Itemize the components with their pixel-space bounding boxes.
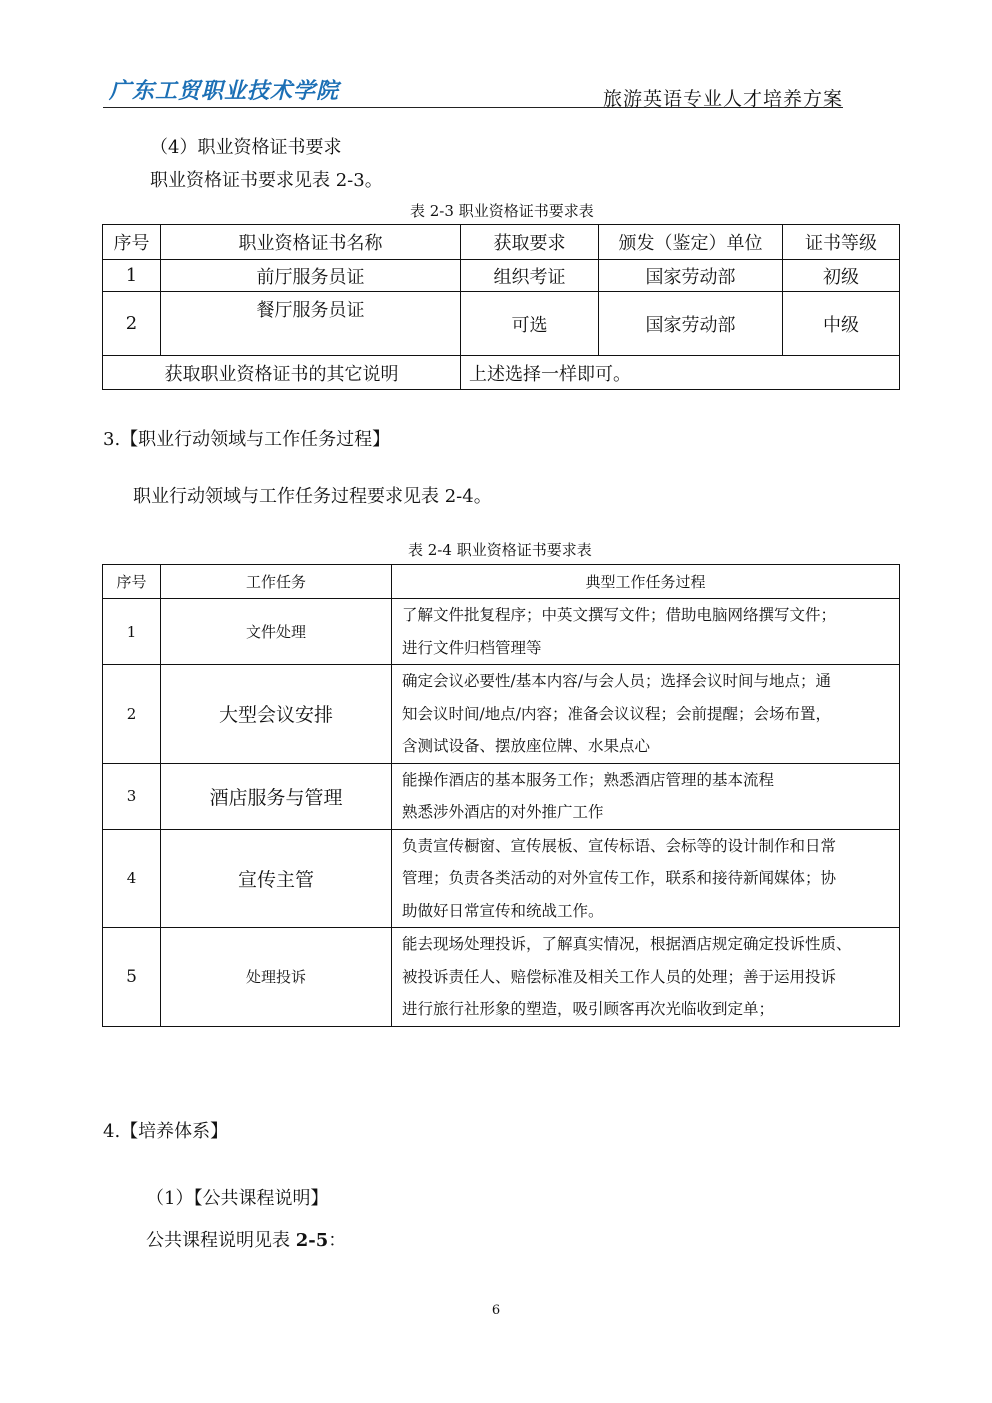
page-number: 6	[491, 1303, 501, 1318]
cert-note-label: 获取职业资格证书的其它说明	[103, 356, 461, 390]
task-no: 3	[103, 763, 161, 829]
document-title: 旅游英语专业人才培养方案	[602, 88, 843, 110]
col-header-task: 工作任务	[161, 565, 392, 599]
cert-issuer: 国家劳动部	[599, 260, 783, 292]
table-row	[103, 599, 900, 665]
college-logo	[103, 72, 340, 106]
col-header-level: 证书等级	[783, 225, 900, 260]
cert-no: 2	[103, 292, 161, 356]
tasks-table-caption: 表 2-4 职业资格证书要求表	[408, 541, 592, 559]
task-process-line: 确定会议必要性/基本内容/与会人员；选择会议时间与地点；通	[402, 672, 831, 690]
task-no: 4	[103, 829, 161, 928]
table-row	[103, 260, 900, 292]
task-process	[392, 763, 900, 829]
tasks-section-intro: 职业行动领域与工作任务过程要求见表 2-4。	[133, 486, 492, 507]
col-header-process: 典型工作任务过程	[392, 565, 900, 599]
table-row	[103, 763, 900, 829]
task-process-line: 被投诉责任人、赔偿标准及相关工作人员的处理；善于运用投诉	[402, 967, 837, 986]
task-name: 宣传主管	[161, 829, 392, 928]
cert-no: 1	[103, 260, 161, 292]
task-process-line: 进行旅行社形象的塑造，吸引顾客再次光临收到定单；	[402, 1000, 775, 1018]
task-process-line: 能操作酒店的基本服务工作；熟悉酒店管理的基本流程	[402, 770, 775, 789]
task-process-line: 了解文件批复程序；中英文撰写文件；借助电脑网络撰写文件；	[402, 606, 837, 624]
tasks-table	[102, 564, 900, 1027]
task-process-line: 能去现场处理投诉，了解真实情况，根据酒店规定确定投诉性质、	[402, 935, 852, 953]
col-header-issuer: 颁发（鉴定）单位	[599, 225, 783, 260]
tasks-section-heading: 3.【职业行动领域与工作任务过程】	[103, 429, 391, 450]
cert-table-caption: 表 2-3 职业资格证书要求表	[410, 202, 594, 220]
task-process	[392, 829, 900, 928]
task-process-line: 知会议时间/地点/内容；准备会议议程；会前提醒；会场布置，	[402, 704, 831, 723]
table-row	[103, 829, 900, 928]
cert-section-intro: 职业资格证书要求见表 2-3。	[150, 170, 383, 191]
cert-section-heading: （4）职业资格证书要求	[150, 137, 342, 158]
task-no: 5	[103, 928, 161, 1027]
task-name: 文件处理	[161, 599, 392, 665]
task-no: 1	[103, 599, 161, 665]
task-process	[392, 665, 900, 764]
cert-requirement: 组织考证	[461, 260, 599, 292]
col-header-no: 序号	[103, 565, 161, 599]
table-row	[103, 665, 900, 764]
cert-table-header-row	[103, 225, 900, 260]
cert-level: 初级	[783, 260, 900, 292]
task-process-line: 负责宣传橱窗、宣传展板、宣传标语、会标等的设计制作和日常	[402, 836, 837, 855]
task-no: 2	[103, 665, 161, 764]
table-row	[103, 292, 900, 356]
table-ref: 2-5	[295, 1230, 329, 1251]
col-header-requirement: 获取要求	[461, 225, 599, 260]
cert-name: 前厅服务员证	[161, 260, 461, 292]
cert-note-value: 上述选择一样即可。	[461, 356, 900, 390]
cert-name: 餐厅服务员证	[161, 292, 461, 356]
header-divider	[103, 107, 843, 108]
intro-suffix: ：	[328, 1230, 347, 1251]
public-courses-heading: （1）【公共课程说明】	[146, 1188, 329, 1209]
cert-level: 中级	[783, 292, 900, 356]
task-process-line: 助做好日常宣传和统战工作。	[402, 901, 604, 920]
cert-issuer: 国家劳动部	[599, 292, 783, 356]
col-header-no: 序号	[103, 225, 161, 260]
task-process	[392, 599, 900, 665]
col-header-cert-name: 职业资格证书名称	[161, 225, 461, 260]
task-process-line: 熟悉涉外酒店的对外推广工作	[402, 803, 604, 821]
task-process-line: 管理；负责各类活动的对外宣传工作，联系和接待新闻媒体；协	[402, 869, 837, 887]
intro-prefix: 公共课程说明见表	[146, 1230, 296, 1251]
cert-table	[102, 224, 900, 390]
public-courses-intro	[146, 1226, 346, 1252]
task-name: 酒店服务与管理	[161, 763, 392, 829]
cert-requirement: 可选	[461, 292, 599, 356]
task-process-line: 含测试设备、摆放座位牌、水果点心	[402, 737, 651, 755]
tasks-table-header-row	[103, 565, 900, 599]
task-name: 大型会议安排	[161, 665, 392, 764]
task-process	[392, 928, 900, 1027]
task-process-line: 进行文件归档管理等	[402, 638, 542, 657]
table-row	[103, 928, 900, 1027]
cert-note-row	[103, 356, 900, 390]
task-name: 处理投诉	[161, 928, 392, 1027]
logo-text: 广东工贸职业技术学院	[109, 77, 340, 104]
training-section-heading: 4.【培养体系】	[103, 1121, 229, 1142]
